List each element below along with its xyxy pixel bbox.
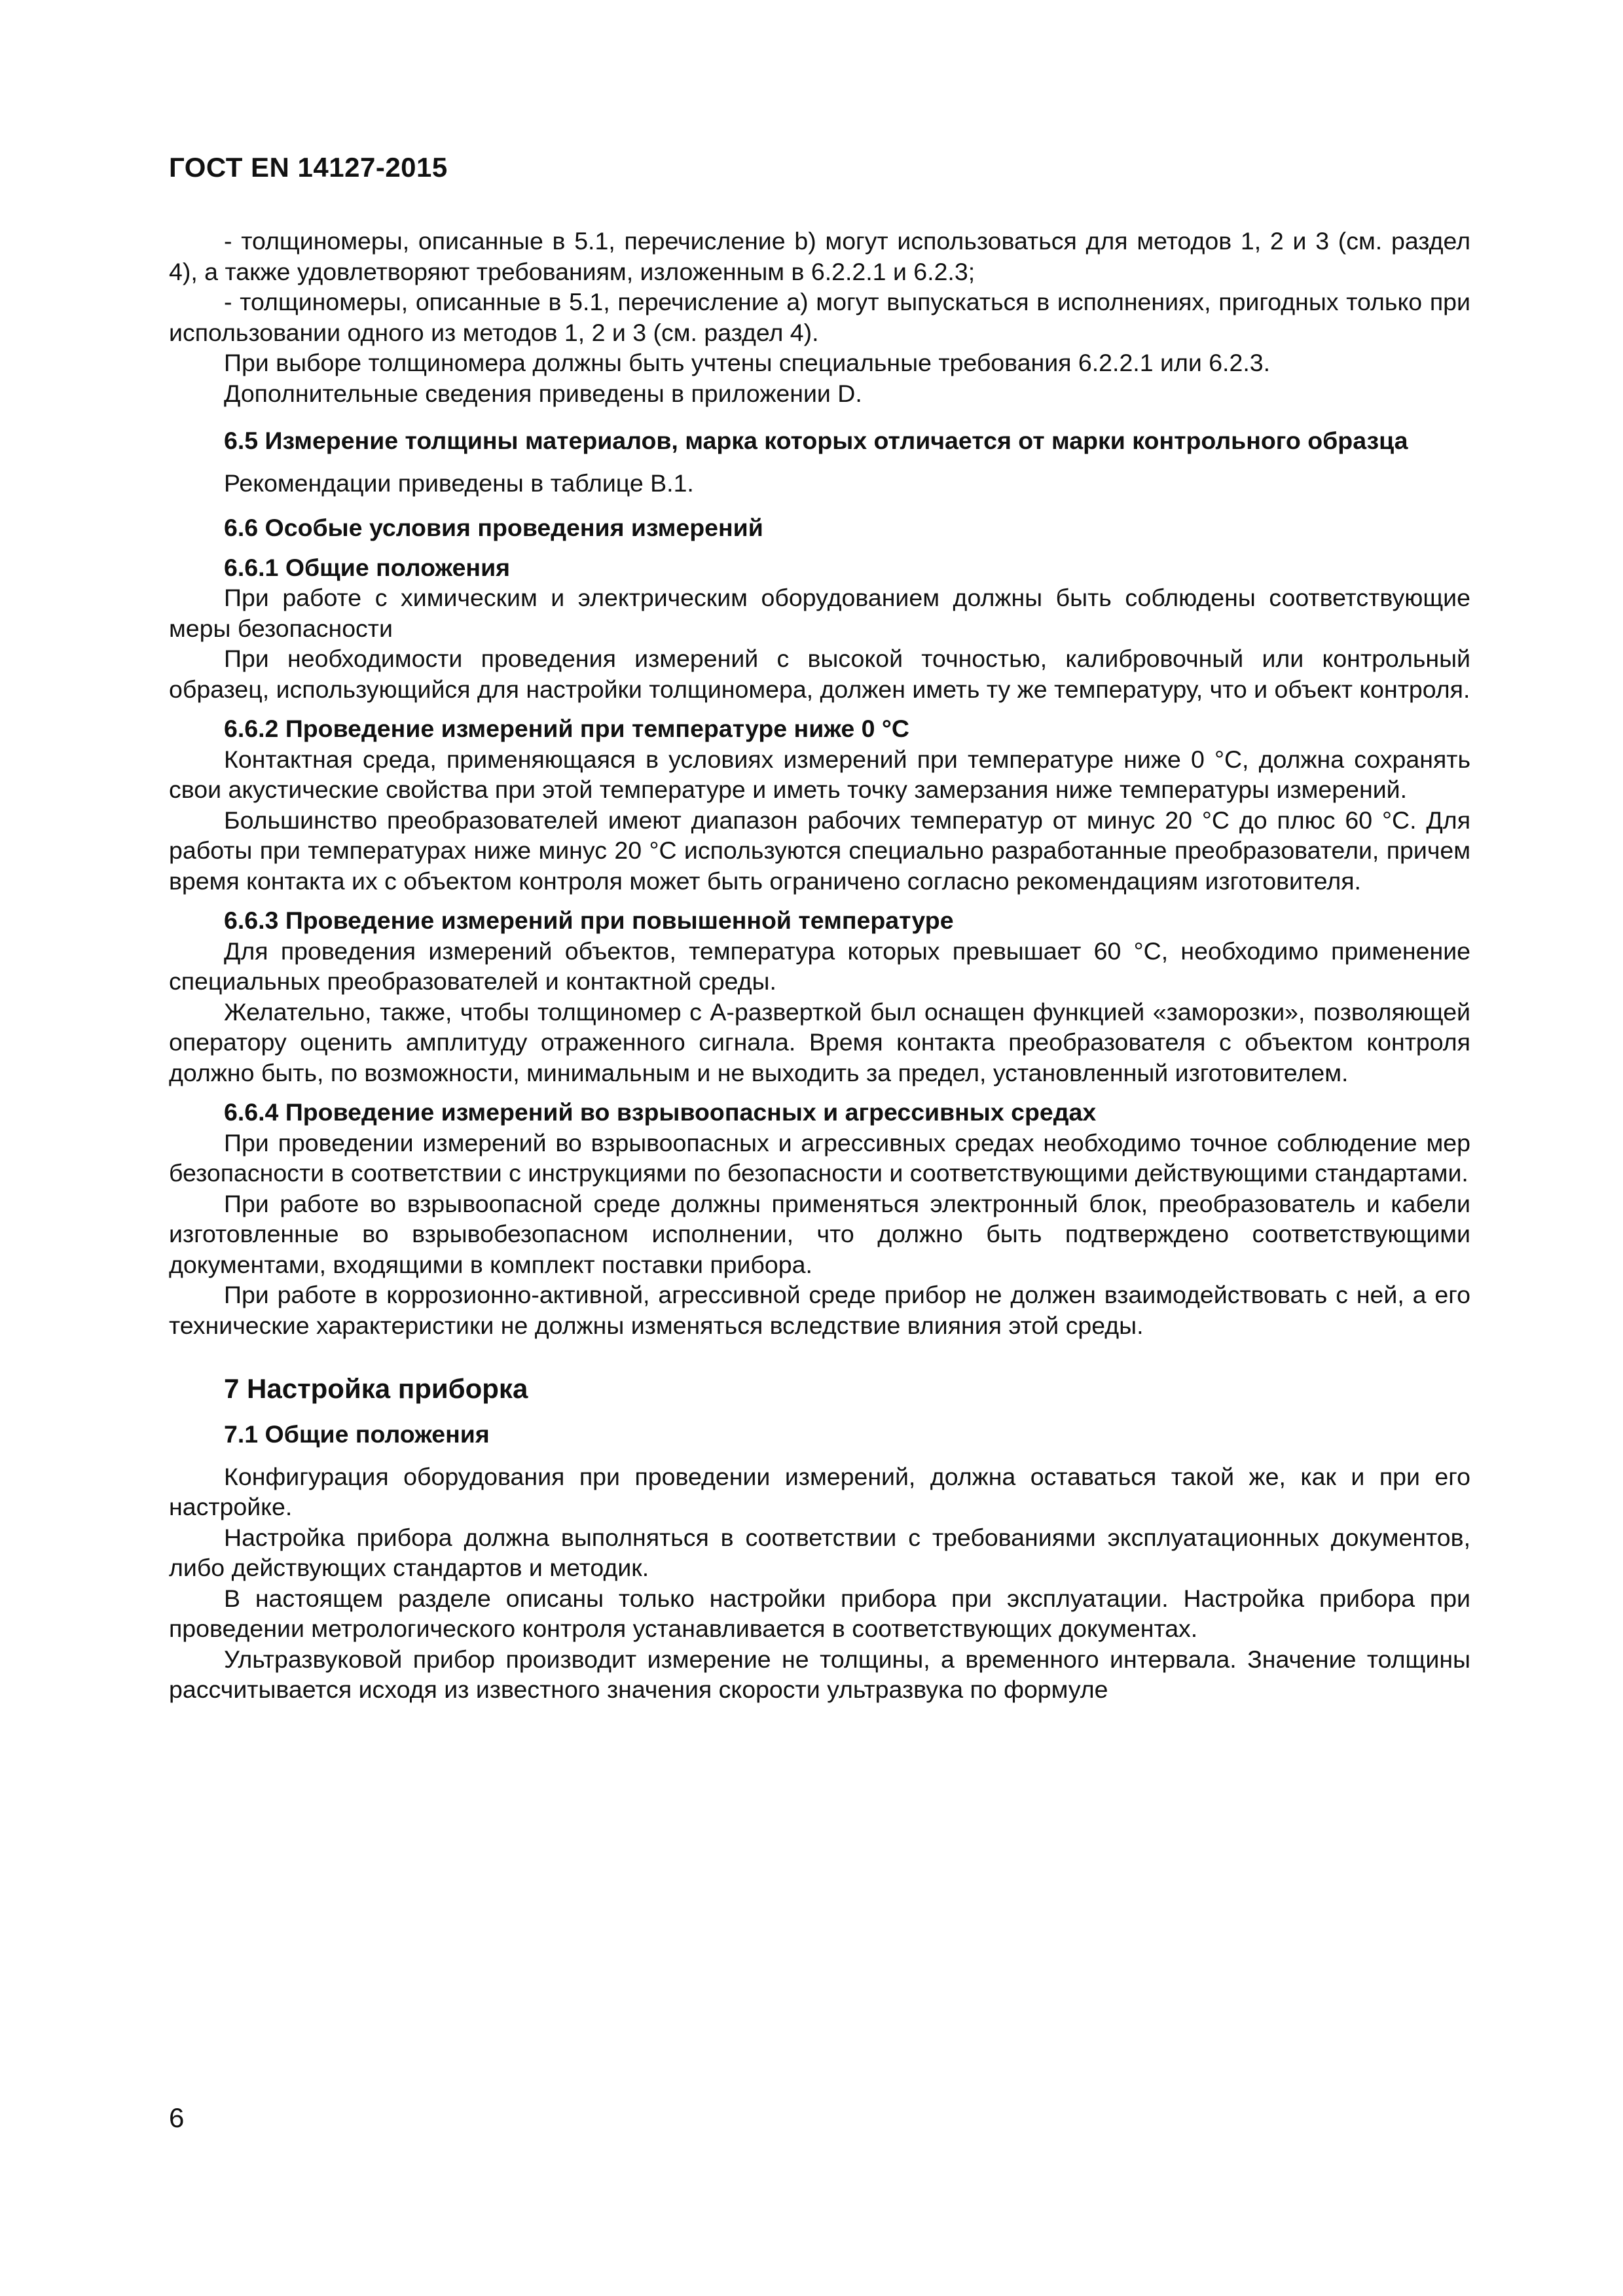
list-item-thickness-gauges-a: - толщиномеры, описанные в 5.1, перечисление а) могут выпускаться в исполнениях, пригодных только при использовании одного из методов 1, 2 и 3 (см. раздел 4). bbox=[169, 288, 1470, 346]
section-heading-6-6-1: 6.6.1 Общие положения bbox=[224, 553, 511, 581]
paragraph-7-1-operational-docs: Настройка прибора должна выполняться в соответствии с требованиями эксплуатационных документов, либо действующих стандартов и методик. bbox=[169, 1523, 1470, 1581]
paragraph-6-6-3-freeze-function: Желательно, также, чтобы толщиномер с А-разверткой был оснащен функцией «заморозки», позволяющей оператору оценить амплитуду отраженного сигнала. Время контакта преобразователя с объектом контроля должно быть, по возможности, минимальным и не выходить за предел, установленный изготовителем. bbox=[169, 997, 1470, 1086]
document-header: ГОСТ EN 14127-2015 bbox=[169, 152, 448, 183]
paragraph-6-6-2-couplant: Контактная среда, применяющаяся в условиях измерений при температуре ниже 0 °С, должна сохранять свои акустические свойства при этой температуре и иметь точку замерзания ниже температуры измерений. bbox=[169, 745, 1470, 803]
paragraph-6-6-4-safety: При проведении измерений во взрывоопасных и агрессивных средах необходимо точное соблюдение мер безопасности в соответствии с инструкциями по безопасности и соответствующими действующими стандартами. bbox=[169, 1128, 1470, 1187]
section-heading-6-6-4: 6.6.4 Проведение измерений во взрывоопасных и агрессивных средах bbox=[224, 1098, 1097, 1126]
paragraph-6-6-4-explosion-proof: При работе во взрывоопасной среде должны применяться электронный блок, преобразователь и кабели изготовленные во взрывобезопасном исполнении, что должно быть подтверждено соответствующими документами, входящими в комплект поставки прибора. bbox=[169, 1189, 1470, 1278]
paragraph-6-6-1-temperature: При необходимости проведения измерений с высокой точностью, калибровочный или контрольный образец, использующийся для настройки толщиномера, должен иметь ту же температуру, что и объект контроля. bbox=[169, 645, 1470, 703]
section-heading-7: 7 Настройка приборка bbox=[224, 1373, 528, 1404]
section-heading-6-6-2: 6.6.2 Проведение измерений при температуре ниже 0 °С bbox=[224, 715, 909, 742]
paragraph-7-1-scope: В настоящем разделе описаны только настройки прибора при эксплуатации. Настройка прибора при проведении метрологического контроля устанавливается в соответствующих документах. bbox=[169, 1584, 1470, 1642]
paragraph-6-6-1-safety: При работе с химическим и электрическим оборудованием должны быть соблюдены соответствующие меры безопасности bbox=[169, 584, 1470, 642]
paragraph-7-1-time-interval: Ультразвуковой прибор производит измерение не толщины, а временного интервала. Значение толщины рассчитывается исходя из известного значения скорости ультразвука по формуле bbox=[169, 1645, 1470, 1703]
document-body bbox=[169, 226, 1470, 1705]
paragraph-6-6-3-special-transducers: Для проведения измерений объектов, температура которых превышает 60 °С, необходимо применение специальных преобразователей и контактной среды. bbox=[169, 937, 1470, 995]
section-heading-6-6-3: 6.6.3 Проведение измерений при повышенной температуре bbox=[224, 906, 954, 934]
paragraph-7-1-configuration: Конфигурация оборудования при проведении измерений, должна оставаться такой же, как и при его настройке. bbox=[169, 1462, 1470, 1520]
section-heading-7-1: 7.1 Общие положения bbox=[224, 1420, 490, 1448]
paragraph-6-5-recommendations: Рекомендации приведены в таблице В.1. bbox=[224, 469, 694, 497]
paragraph-additional-info: Дополнительные сведения приведены в приложении D. bbox=[224, 379, 862, 407]
paragraph-gauge-selection: При выборе толщиномера должны быть учтены специальные требования 6.2.2.1 или 6.2.3. bbox=[224, 349, 1271, 376]
list-item-thickness-gauges-b: - толщиномеры, описанные в 5.1, перечисление b) могут использоваться для методов 1, 2 и 3 (см. раздел 4), а также удовлетворяют требованиям, изложенным в 6.2.2.1 и 6.2.3; bbox=[169, 227, 1470, 285]
page-number: 6 bbox=[169, 2102, 185, 2133]
section-heading-6-6: 6.6 Особые условия проведения измерений bbox=[224, 514, 763, 541]
paragraph-6-6-2-transducers: Большинство преобразователей имеют диапазон рабочих температур от минус 20 °С до плюс 60 °С. Для работы при температурах ниже минус 20 °С используются специально разработанные преобразователи, причем время контакта их с объектом контроля может быть ограничено согласно рекомендациям изготовителя. bbox=[169, 806, 1470, 895]
section-heading-6-5: 6.5 Измерение толщины материалов, марка которых отличается от марки контрольного образца bbox=[224, 427, 1408, 454]
paragraph-6-6-4-corrosive: При работе в коррозионно-активной, агрессивной среде прибор не должен взаимодействовать с ней, а его технические характеристики не должны изменяться вследствие влияния этой среды. bbox=[169, 1281, 1470, 1339]
